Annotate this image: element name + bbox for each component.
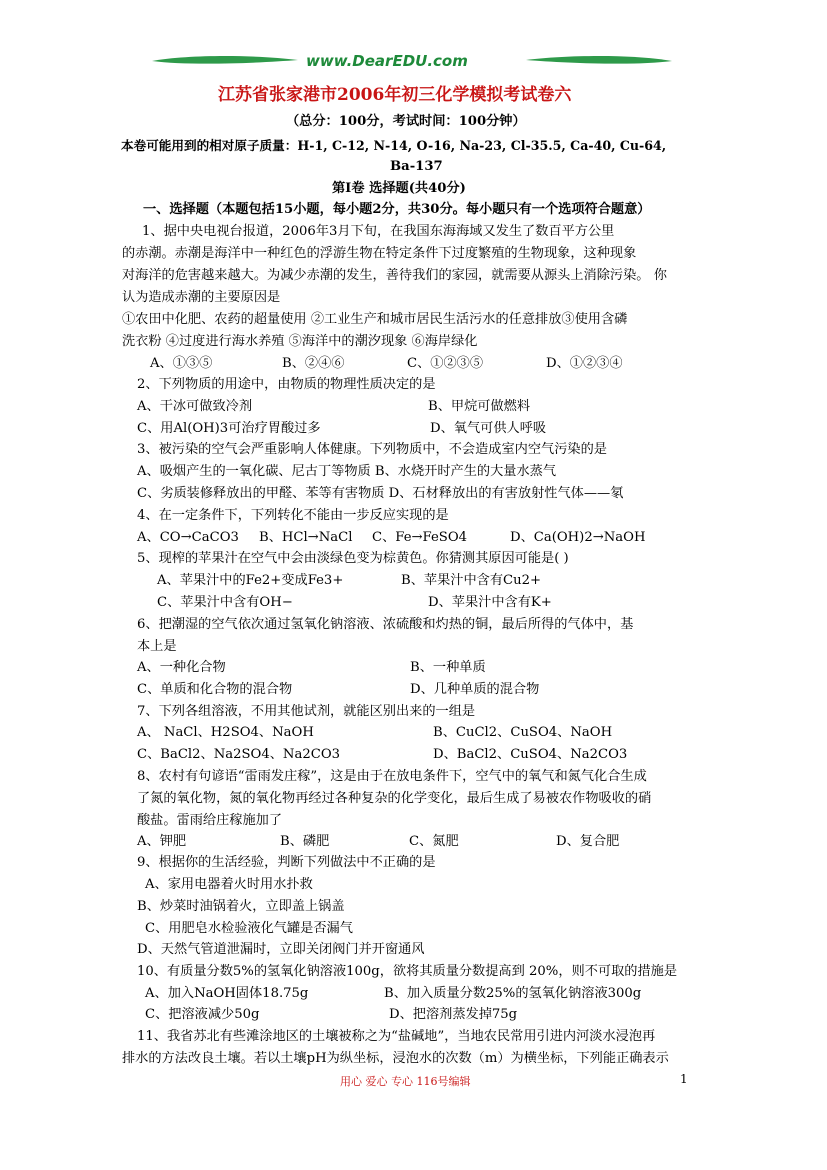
q3-stem: 3、被污染的空气会严重影响人体健康。下列物质中，不会造成室内空气污染的是 (137, 442, 607, 457)
q7-option-d: D、BaCl2、CuSO4、Na2CO3 (433, 747, 628, 762)
q5-option-b: B、苹果汁中含有Cu2+ (401, 573, 542, 588)
page-number: 1 (680, 1072, 688, 1086)
q10-option-d: D、把溶剂蒸发掉75g (389, 1007, 518, 1022)
q1-option-b: B、②④⑥ (282, 356, 345, 371)
q8-line2: 了氮的氧化物，氮的氧化物再经过各种复杂的化学变化，最后生成了易被农作物吸收的硝 (137, 791, 652, 806)
q4-option-b: B、HCl→NaCl (259, 530, 353, 545)
q8-line1: 8、农村有句谚语“雷雨发庄稼”，这是由于在放电条件下，空气中的氧气和氮气化合生成 (137, 769, 647, 784)
q7-option-a: A、 NaCl、H2SO4、NaOH (137, 725, 314, 740)
q6-option-a: A、一种化合物 (137, 660, 226, 675)
q4-option-d: D、Ca(OH)2→NaOH (510, 530, 646, 545)
q10-option-b: B、加入质量分数25%的氢氧化钠溶液300g (384, 986, 642, 1001)
q6-option-b: B、一种单质 (410, 660, 486, 675)
q2-option-b: B、甲烷可做燃料 (428, 399, 531, 414)
q2-option-d: D、氧气可供人呼吸 (430, 421, 547, 436)
q7-option-b: B、CuCl2、CuSO4、NaOH (433, 725, 613, 740)
q1-line5: ①农田中化肥、农药的超量使用 ②工业生产和城市居民生活污水的任意排放③使用含磷 (122, 312, 628, 327)
header-left-swoosh (150, 52, 300, 70)
q4-option-a: A、CO→CaCO3 (137, 530, 239, 545)
q1-line3: 对海洋的危害越来越大。为减少赤潮的发生，善待我们的家园，就需要从源头上消除污染。 你 (122, 268, 667, 283)
q9-option-a: A、家用电器着火时用水扑救 (145, 877, 313, 892)
q10-option-c: C、把溶液减少50g (145, 1007, 260, 1022)
part-title: 第Ⅰ卷 选择题(共40分) (332, 181, 466, 196)
q11-line2: 排水的方法改良土壤。若以土壤pH为纵坐标，浸泡水的次数（m）为横坐标，下列能正确表示 (122, 1051, 669, 1066)
section-title: 一、选择题（本题包括15小题，每小题2分，共30分。每小题只有一个选项符合题意） (143, 202, 651, 217)
q6-line1: 6、把潮湿的空气依次通过氢氧化钠溶液、浓硫酸和灼热的铜，最后所得的气体中，基 (137, 617, 634, 632)
q1-line4: 认为造成赤潮的主要原因是 (122, 290, 281, 305)
q8-option-b: B、磷肥 (280, 834, 330, 849)
q2-option-c: C、用Al(OH)3可治疗胃酸过多 (137, 421, 321, 436)
q9-option-b: B、炒菜时油锅着火，立即盖上锅盖 (137, 899, 345, 914)
q1-line6: 洗衣粉 ④过度进行海水养殖 ⑤海洋中的潮汐现象 ⑥海岸绿化 (122, 334, 478, 349)
q8-option-d: D、复合肥 (556, 834, 620, 849)
q8-option-c: C、氮肥 (409, 834, 459, 849)
q3-options-ab: A、吸烟产生的一氧化碳、尼古丁等物质 B、水烧开时产生的大量水蒸气 (137, 464, 557, 479)
q1-option-a: A、①③⑤ (150, 356, 213, 371)
q6-option-c: C、单质和化合物的混合物 (137, 682, 293, 697)
atomic-mass-line1: 本卷可能用到的相对原子质量：H-1, C-12, N-14, O-16, Na-23, Cl-35.5, Ca-40, Cu-64, (121, 138, 667, 153)
q1-line2: 的赤潮。赤潮是海洋中一种红色的浮游生物在特定条件下过度繁殖的生物现象，这种现象 (122, 246, 637, 261)
q11-line1: 11、我省苏北有些滩涂地区的土壤被称之为“盐碱地”，当地农民常用引进内河淡水浸泡再 (137, 1029, 656, 1044)
q1-line1: 1、据中央电视台报道，2006年3月下旬，在我国东海海域又发生了数百平方公里 (142, 224, 615, 239)
site-url: www.DearEDU.com (306, 52, 468, 70)
q2-option-a: A、干冰可做致冷剂 (137, 399, 253, 414)
q2-stem: 2、下列物质的用途中，由物质的物理性质决定的是 (137, 377, 436, 392)
q5-option-c: C、苹果汁中含有OH− (157, 595, 293, 610)
footer-slogan: 用心 爱心 专心 116号编辑 (340, 1075, 471, 1088)
page-title: 江苏省张家港市2006年初三化学模拟考试卷六 (218, 85, 572, 105)
q10-option-a: A、加入NaOH固体18.75g (145, 986, 309, 1001)
q5-option-d: D、苹果汁中含有K+ (428, 595, 552, 610)
q5-stem: 5、现榨的苹果汁在空气中会由淡绿色变为棕黄色。你猜测其原因可能是( ) (137, 551, 569, 566)
score-time: （总分：100分，考试时间：100分钟） (286, 114, 526, 129)
q1-option-c: C、①②③⑤ (407, 356, 484, 371)
q7-stem: 7、下列各组溶液，不用其他试剂，就能区别出来的一组是 (137, 704, 476, 719)
q9-stem: 9、根据你的生活经验，判断下列做法中不正确的是 (137, 855, 436, 870)
q7-option-c: C、BaCl2、Na2SO4、Na2CO3 (137, 747, 341, 762)
q5-option-a: A、苹果汁中的Fe2+变成Fe3+ (157, 573, 344, 588)
q9-option-d: D、天然气管道泄漏时，立即关闭阀门并开窗通风 (137, 942, 425, 957)
header-right-swoosh (524, 52, 674, 70)
atomic-mass-line2: Ba-137 (390, 159, 443, 174)
q9-option-c: C、用肥皂水检验液化气罐是否漏气 (145, 921, 353, 936)
q4-option-c: C、Fe→FeSO4 (372, 530, 468, 545)
q3-options-cd: C、劣质装修释放出的甲醛、苯等有害物质 D、石材释放出的有害放射性气体——氡 (137, 486, 624, 501)
q6-line2: 本上是 (137, 639, 177, 654)
q1-option-d: D、①②③④ (546, 356, 623, 371)
q6-option-d: D、几种单质的混合物 (410, 682, 540, 697)
q8-line3: 酸盐。雷雨给庄稼施加了 (137, 813, 283, 828)
q10-stem: 10、有质量分数5%的氢氧化钠溶液100g，欲将其质量分数提高到 20%，则不可取的措施是 (137, 964, 678, 979)
q4-stem: 4、在一定条件下，下列转化不能由一步反应实现的是 (137, 508, 449, 523)
q8-option-a: A、钾肥 (137, 834, 187, 849)
